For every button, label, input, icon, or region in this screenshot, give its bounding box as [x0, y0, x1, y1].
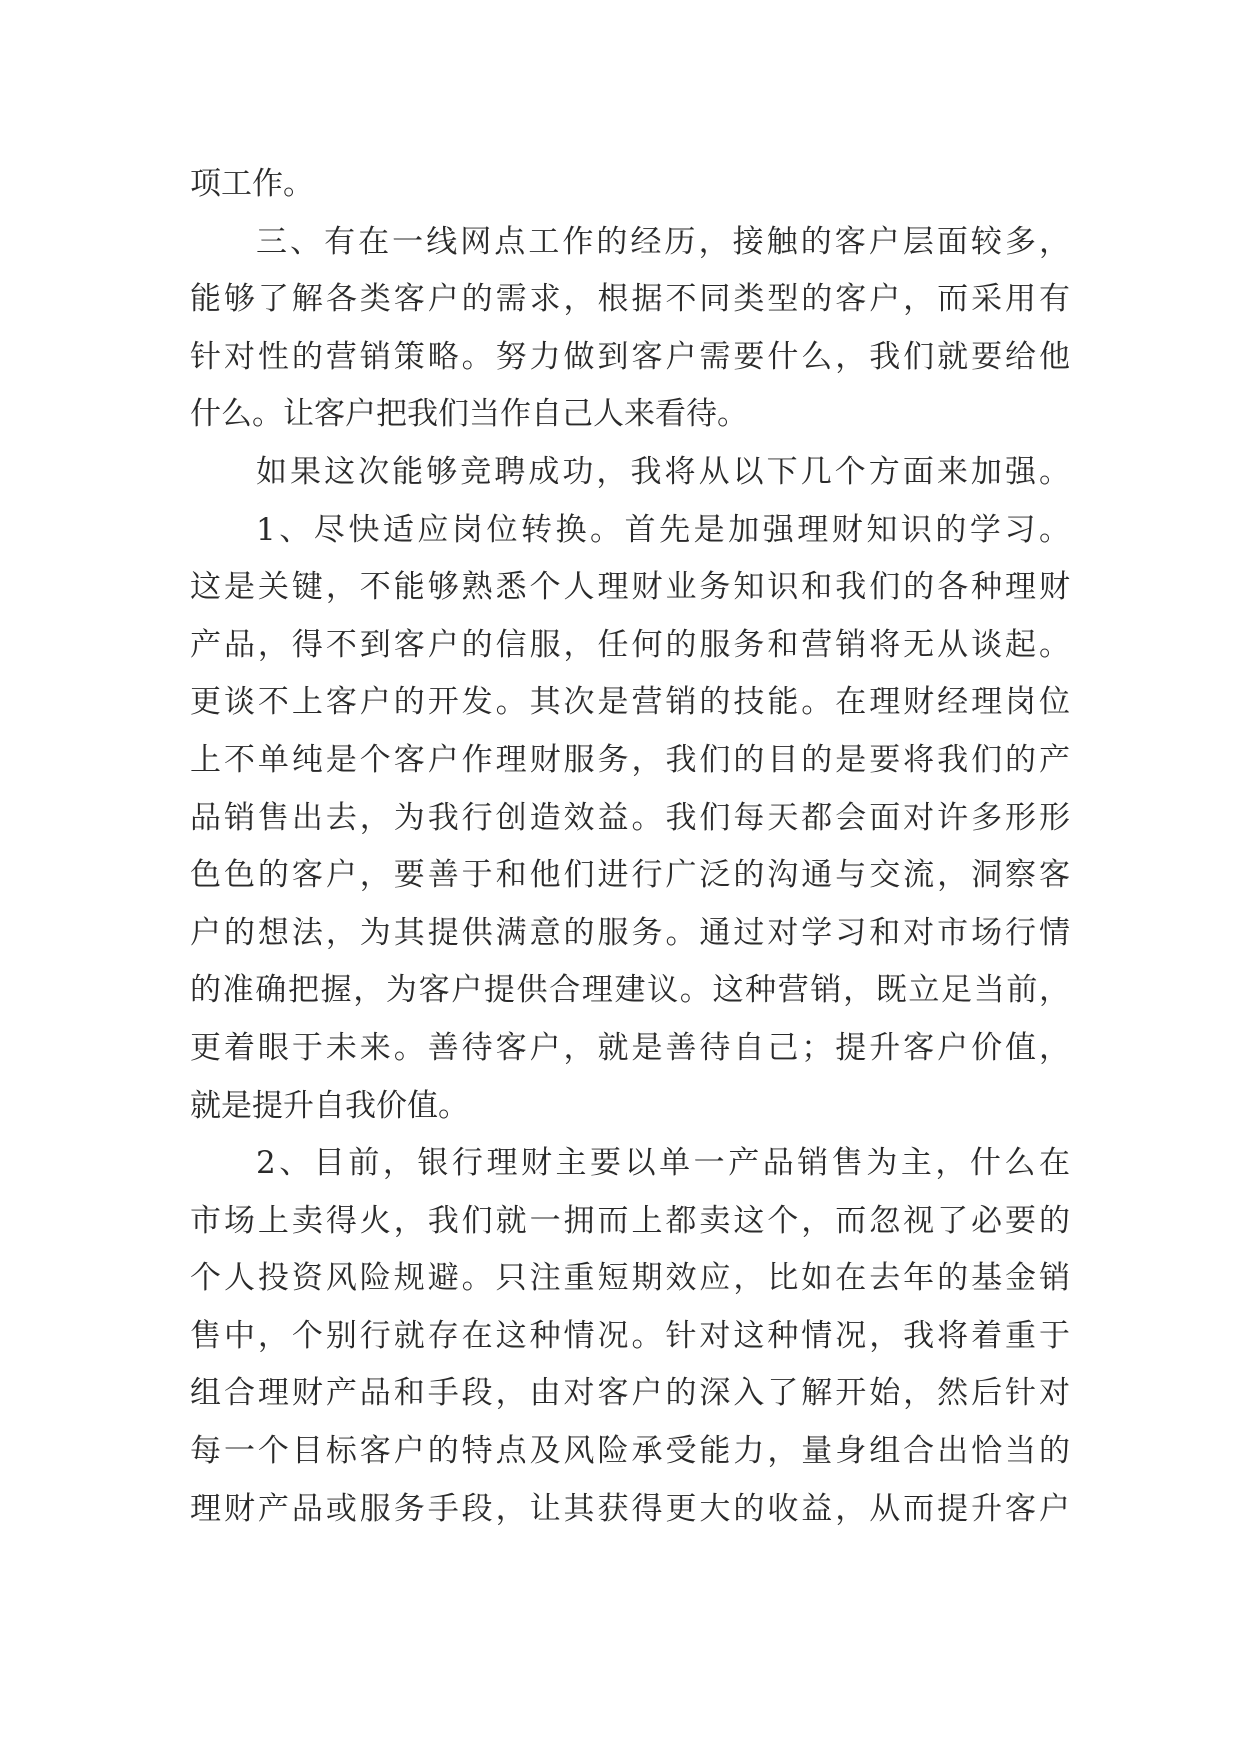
- text-line: 产品，得不到客户的信服，任何的服务和营销将无从谈起。: [190, 626, 1070, 663]
- text-line: 色色的客户，要善于和他们进行广泛的沟通与交流，洞察客: [190, 857, 1070, 894]
- text-line: 就是提升自我价值。: [190, 1087, 469, 1124]
- text-line: 个人投资风险规避。只注重短期效应，比如在去年的基金销: [190, 1260, 1070, 1297]
- text-line: 市场上卖得火，我们就一拥而上都卖这个，而忽视了必要的: [190, 1202, 1070, 1239]
- text-line: 如果这次能够竞聘成功，我将从以下几个方面来加强。: [256, 453, 1070, 490]
- text-line: 项工作。: [190, 166, 314, 202]
- text-line: 的准确把握，为客户提供合理建议。这种营销，既立足当前，: [190, 972, 1070, 1009]
- text-line: 品销售出去，为我行创造效益。我们每天都会面对许多形形: [190, 799, 1070, 836]
- body-text: [190, 156, 1070, 1538]
- text-line: 这是关键，不能够熟悉个人理财业务知识和我们的各种理财: [190, 569, 1070, 606]
- text-line: 理财产品或服务手段，让其获得更大的收益，从而提升客户: [190, 1490, 1070, 1527]
- text-line: 能够了解各类客户的需求，根据不同类型的客户，而采用有: [190, 281, 1070, 318]
- text-line: 售中，个别行就存在这种情况。针对这种情况，我将着重于: [190, 1317, 1070, 1354]
- text-line: 三、有在一线网点工作的经历，接触的客户层面较多，: [256, 223, 1070, 260]
- text-line: 针对性的营销策略。努力做到客户需要什么，我们就要给他: [190, 338, 1070, 375]
- text-line: 户的想法，为其提供满意的服务。通过对学习和对市场行情: [190, 914, 1070, 951]
- text-line: 1、尽快适应岗位转换。首先是加强理财知识的学习。: [256, 511, 1070, 548]
- text-line: 2、目前，银行理财主要以单一产品销售为主，什么在: [256, 1145, 1070, 1182]
- text-line: 组合理财产品和手段，由对客户的深入了解开始，然后针对: [190, 1375, 1070, 1412]
- text-line: 更着眼于未来。善待客户，就是善待自己；提升客户价值，: [190, 1029, 1070, 1066]
- text-line: 更谈不上客户的开发。其次是营销的技能。在理财经理岗位: [190, 684, 1070, 721]
- text-line: 什么。让客户把我们当作自己人来看待。: [190, 396, 748, 433]
- text-line: 每一个目标客户的特点及风险承受能力，量身组合出恰当的: [190, 1433, 1070, 1470]
- text-line: 上不单纯是个客户作理财服务，我们的目的是要将我们的产: [190, 741, 1070, 778]
